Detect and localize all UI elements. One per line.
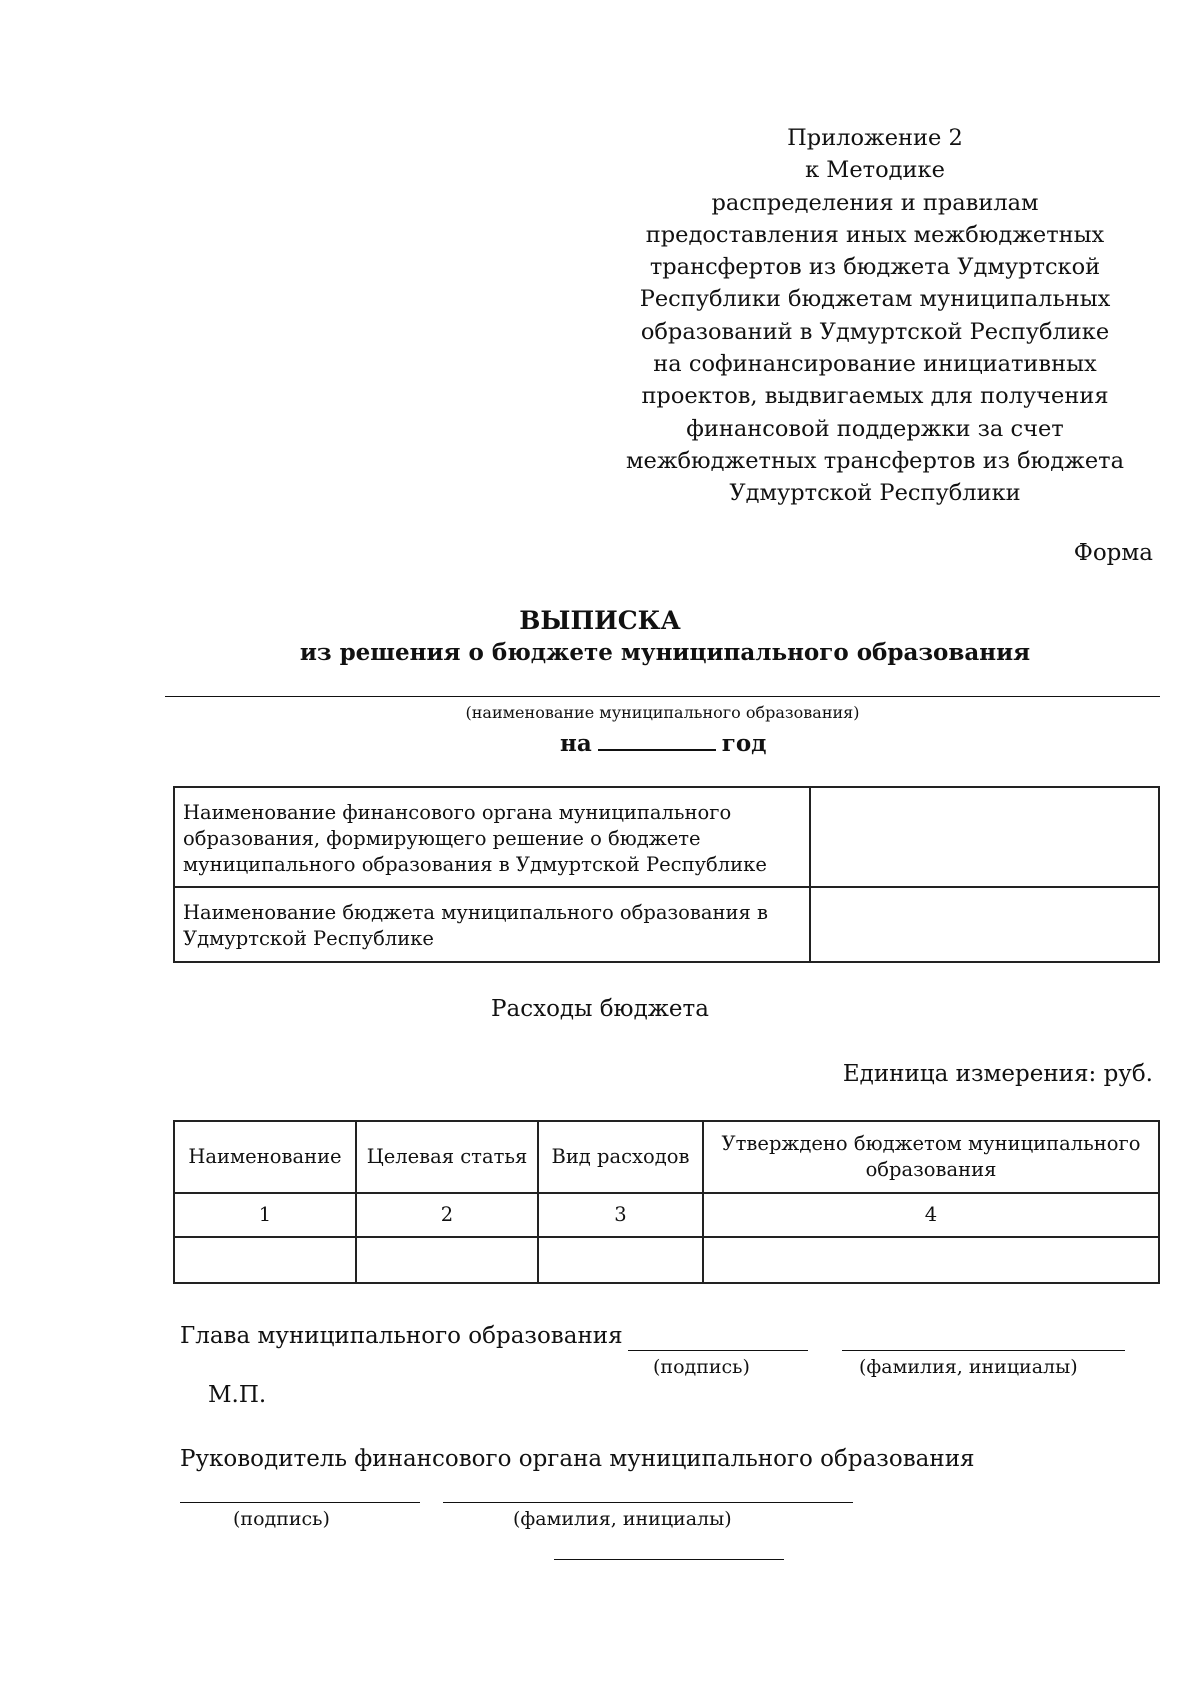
col-header-expense-type: Вид расходов xyxy=(538,1121,703,1193)
col-number: 2 xyxy=(356,1193,538,1237)
info-table xyxy=(173,786,1160,963)
table-row xyxy=(174,887,1159,962)
fin-head-name-caption: (фамилия, инициалы) xyxy=(513,1508,732,1530)
fin-head-signature-caption: (подпись) xyxy=(233,1508,330,1530)
closing-separator-line xyxy=(554,1559,784,1560)
appendix-line: межбюджетных трансфертов из бюджета xyxy=(626,447,1124,474)
document-title: ВЫПИСКА xyxy=(519,606,681,635)
appendix-line: образований в Удмуртской Республике xyxy=(640,318,1110,345)
finance-body-label: Наименование финансового органа муниципального образования, формирующего решение о бюджете муниципального образования в Удмуртской Республике xyxy=(174,787,810,887)
document-subtitle: из решения о бюджете муниципального образования xyxy=(299,639,1031,666)
appendix-line: Республики бюджетам муниципальных xyxy=(639,286,1111,313)
appendix-line: к Методике xyxy=(805,157,945,184)
table-row xyxy=(174,1237,1159,1283)
fin-head-signature-line[interactable] xyxy=(180,1502,420,1503)
unit-label: Единица измерения: руб. xyxy=(842,1061,1153,1087)
fin-head-signature-label: Руководитель финансового органа муниципального образования xyxy=(180,1446,975,1472)
head-signature-caption: (подпись) xyxy=(653,1356,750,1378)
head-name-line[interactable] xyxy=(842,1350,1125,1351)
year-prefix: на xyxy=(560,730,592,757)
appendix-line: трансфертов из бюджета Удмуртской xyxy=(649,254,1101,281)
budget-name-label: Наименование бюджета муниципального образования в Удмуртской Республике xyxy=(174,887,810,962)
year-suffix: год xyxy=(721,730,767,757)
appendix-line: Удмуртской Республики xyxy=(729,480,1021,507)
year-blank-field[interactable] xyxy=(598,729,716,751)
head-signature-label: Глава муниципального образования xyxy=(180,1323,623,1349)
form-label: Форма xyxy=(1073,540,1153,566)
col-number: 4 xyxy=(703,1193,1159,1237)
col-header-target-article: Целевая статья xyxy=(356,1121,538,1193)
municipality-name-line[interactable] xyxy=(165,696,1160,697)
municipality-name-caption: (наименование муниципального образования) xyxy=(465,703,860,722)
expenses-table xyxy=(173,1120,1160,1284)
table-cell[interactable] xyxy=(703,1237,1159,1283)
table-row xyxy=(174,1193,1159,1237)
table-cell[interactable] xyxy=(356,1237,538,1283)
expenses-title: Расходы бюджета xyxy=(491,996,709,1022)
appendix-line: предоставления иных межбюджетных xyxy=(645,221,1105,248)
col-number: 3 xyxy=(538,1193,703,1237)
col-header-approved: Утверждено бюджетом муниципального образования xyxy=(703,1121,1159,1193)
head-signature-line[interactable] xyxy=(628,1350,808,1351)
appendix-header xyxy=(615,122,1135,510)
head-name-caption: (фамилия, инициалы) xyxy=(859,1356,1078,1378)
appendix-line: Приложение 2 xyxy=(787,125,963,151)
table-row xyxy=(174,787,1159,887)
stamp-place-label: М.П. xyxy=(208,1382,267,1408)
col-header-name: Наименование xyxy=(174,1121,356,1193)
year-row xyxy=(560,729,767,757)
table-cell[interactable] xyxy=(174,1237,356,1283)
finance-body-value-cell[interactable] xyxy=(810,787,1159,887)
col-number: 1 xyxy=(174,1193,356,1237)
appendix-line: финансовой поддержки за счет xyxy=(686,415,1064,442)
table-cell[interactable] xyxy=(538,1237,703,1283)
appendix-line: проектов, выдвигаемых для получения xyxy=(641,383,1109,410)
fin-head-name-line[interactable] xyxy=(443,1502,853,1503)
table-header-row xyxy=(174,1121,1159,1193)
appendix-line: на софинансирование инициативных xyxy=(653,351,1097,378)
budget-name-value-cell[interactable] xyxy=(810,887,1159,962)
appendix-line: распределения и правилам xyxy=(711,189,1039,216)
